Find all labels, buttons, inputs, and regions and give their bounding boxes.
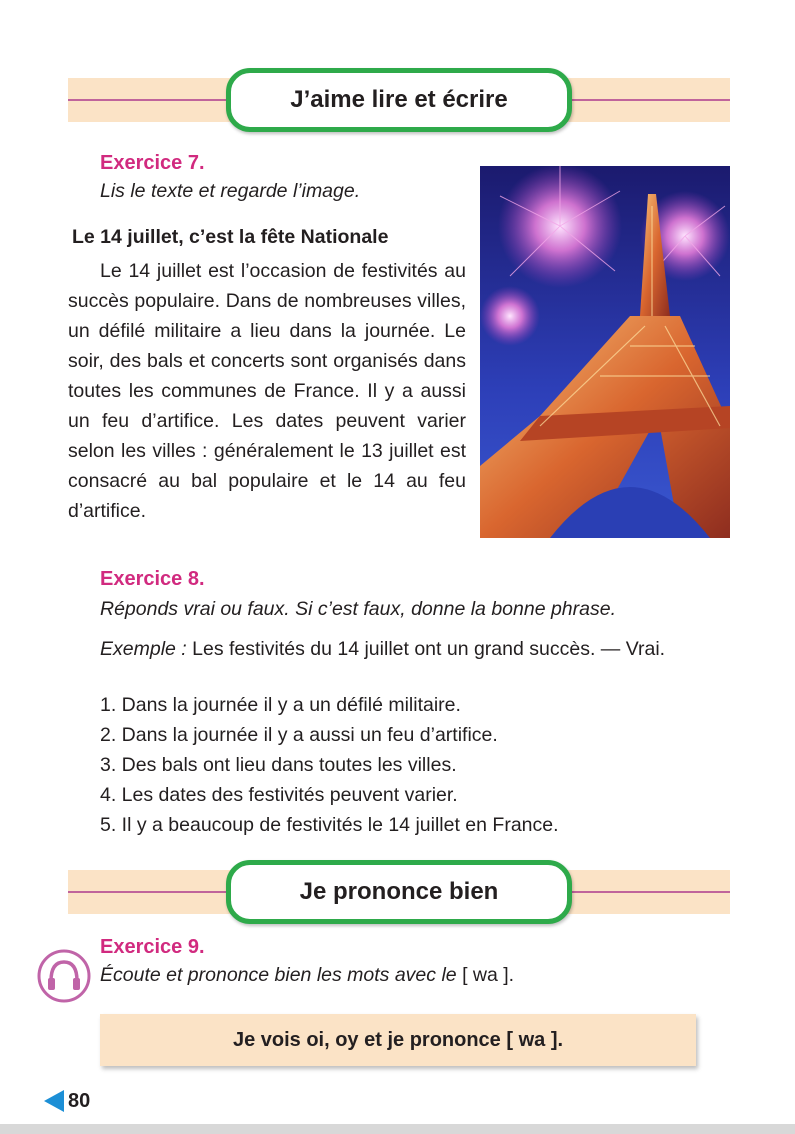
band-line-right [568, 99, 730, 101]
list-item: 5. Il y a beaucoup de festivités le 14 juillet en France. [100, 814, 559, 836]
exercise-7-instruction: Lis le texte et regarde l’image. [100, 180, 361, 202]
exercise-7-title: Exercice 7. [100, 152, 205, 174]
exercise-9-instruction [100, 964, 514, 987]
page-bottom-edge [0, 1124, 795, 1134]
band-line-left [68, 891, 228, 893]
phoneme-label: [ wa ]. [462, 964, 515, 986]
example-label: Exemple : [100, 638, 187, 660]
exercise-8-title: Exercice 8. [100, 568, 205, 590]
band-line-right [568, 891, 730, 893]
eiffel-tower-fireworks-image [480, 166, 730, 538]
list-item: 1. Dans la journée il y a un défilé militaire. [100, 694, 461, 716]
list-item: 2. Dans la journée il y a aussi un feu d’artifice. [100, 724, 498, 746]
section-title-pronunciation: Je prononce bien [226, 860, 572, 924]
exercise-8-instruction: Réponds vrai ou faux. Si c’est faux, donne la bonne phrase. [100, 598, 616, 620]
band-line-left [68, 99, 228, 101]
text-title: Le 14 juillet, c’est la fête Nationale [72, 226, 389, 248]
triangle-left-icon [44, 1090, 64, 1112]
pronunciation-rule-text: Je vois oi, oy et je prononce [ wa ]. [232, 1028, 564, 1051]
list-item: 3. Des bals ont lieu dans toutes les villes. [100, 754, 457, 776]
page-number-text: 80 [68, 1089, 91, 1112]
section-title-reading: J’aime lire et écrire [226, 68, 572, 132]
exercise-9-title: Exercice 9. [100, 936, 205, 958]
text-body: Le 14 juillet est l’occasion de festivités au succès populaire. Dans de nombreuses villes, un défilé militaire a lieu dans la journée. Le soir, des bals et concerts sont organisés dans toutes les communes de France. Il y a aussi un feu d’artifice. Les dates peuvent varier selon les villes : généralement le 13 juillet est consacré au bal populaire et le 14 au feu d’artifice. [68, 260, 466, 522]
exercise-8-example [68, 636, 730, 663]
page-number [44, 1088, 90, 1114]
exercise-9-instruction-text: Écoute et prononce bien les mots avec le [100, 964, 457, 986]
pronunciation-rule-box [100, 1014, 696, 1066]
headphones-icon[interactable] [36, 948, 92, 1004]
list-item: 4. Les dates des festivités peuvent varier. [100, 784, 458, 806]
example-text: Les festivités du 14 juillet ont un grand succès. — Vrai. [192, 638, 666, 660]
